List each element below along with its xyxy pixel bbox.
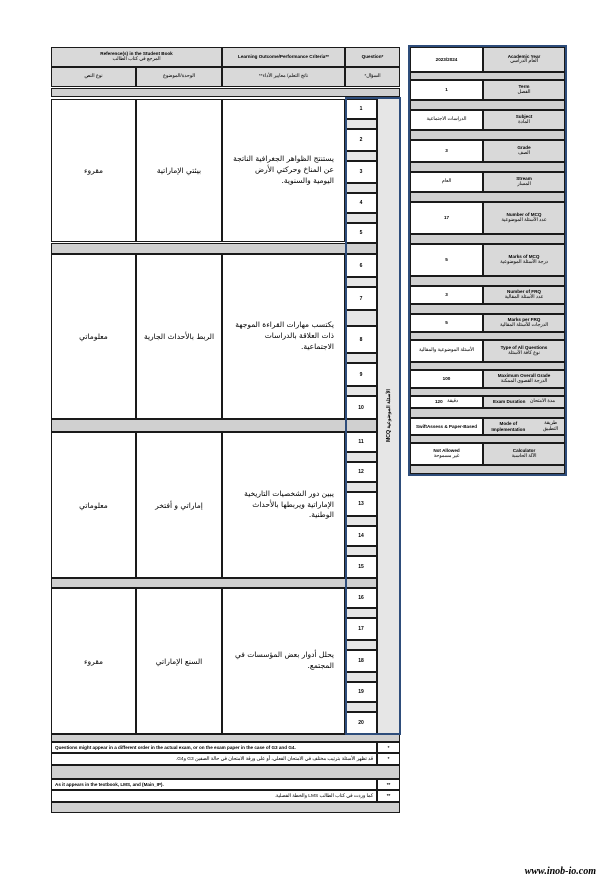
info-label-en: Maximum Overall Grade [497,373,551,379]
question-number-text: 20 [358,720,364,726]
header-outcome-en: Learning Outcome/Performance Criteria** [238,54,329,60]
info-label-en: Calculator [512,448,536,454]
group-type: مقروء [83,656,104,666]
question-number-text: 2 [359,137,363,143]
note-1-en-text: Questions might appear in a different order in the actual exam, or on the exam paper in the case of G3 and G4. [55,745,296,750]
group-outcome: يبين دور الشخصيات التاريخية الإماراتية ويربطها بالأحداث الوطنية. [244,488,334,520]
question-number-text: 12 [358,469,364,475]
group-outcome: يستنتج الظواهر الجغرافية الناتجة عن المناخ وحركتي الأرض اليومية والسنوية. [233,154,334,185]
info-label-ar: الفصل [517,89,531,95]
question-number-text: 3 [359,169,363,175]
question-number-text: 13 [358,501,364,507]
question-number-text: 10 [358,404,364,411]
group-topic: بيئتي الإماراتية [156,166,202,175]
info-label-ar: المادة [518,119,530,125]
info-label-ar: العام الدراسي [510,59,538,65]
group-topic: إماراتي و أفتخر [155,500,203,510]
question-number-text: 11 [358,439,364,445]
info-value: 5 [445,257,448,263]
info-value: SwiftAssess & Paper-Based [415,423,478,429]
question-number-text: 17 [358,626,364,632]
info-duration-number: 120 [435,399,443,405]
info-label-ar: الدرجات للأسئلة المقالية [499,322,549,328]
info-label-ar: درجة الأسئلة الموضوعية [500,259,548,265]
info-label-ar: عدد الأسئلة المقالية [504,294,544,300]
info-value: 5 [445,320,448,326]
info-label-en: Academic Year [507,53,541,59]
question-number-text: 7 [359,295,363,302]
info-duration-unit: دقيقة [447,399,458,404]
info-value: العام [441,179,452,184]
note-2-ar-text: كما وردت في كتاب الطالب LMS والخطة الفصلية. [274,793,373,799]
note-2-mark-ar-text: ** [386,793,391,799]
note-1-mark-ar-text: * [387,756,390,762]
note-1-ar-text: قد تظهر الأسئلة بترتيب مختلف في الامتحان الفعلي، أو على ورقة الامتحان في حالة الصفين G3 وG4. [175,756,373,762]
info-label-ar: طريقة التطبيق [543,420,559,432]
info-label-ar: المسار [517,181,531,187]
header-reference-en: Reference(s) in the Student Book [100,51,173,57]
group-outcome: يحلل أدوار بعض المؤسسات في المجتمع. [234,650,334,670]
info-value: 3 [445,148,448,154]
header-topic-ar: الوحدة/الموضوع [162,74,196,79]
question-number-text: 1 [359,106,363,112]
site-watermark: www.inob-io.com [524,866,596,877]
group-outcome: يكتسب مهارات القراءة الموجهة ذات العلاقة بالدراسات الاجتماعية. [235,320,334,351]
info-label-ar: الدرجة القصوى الممكنة [500,378,548,384]
info-value: 3 [445,292,448,298]
info-value: 100 [442,376,451,382]
question-number-text: 5 [359,230,363,236]
info-label-ar: الآلة الحاسبة [511,453,537,459]
note-1-mark-text: * [387,744,390,750]
group-type: مقروء [83,166,104,175]
info-label-ar: الصف [518,150,530,156]
question-number-text: 8 [359,336,363,343]
header-type-ar: نوع النص [84,74,103,79]
info-value: 1 [445,87,448,93]
question-number-text: 9 [359,371,363,378]
group-type: معلوماتي [79,332,108,341]
info-label-en: Number of MCQ [506,212,542,218]
note-2-en-text: As it appears in the textbook, LMS, and (Main_IP). [55,782,164,787]
mcq-section-label-text: MCQ الأسئلة الموضوعية [385,388,392,443]
group-topic: الربط بالأحداث الجارية [143,332,215,341]
info-label-en: Mode of Implementation [491,420,526,432]
question-number-text: 19 [358,689,364,695]
info-label-en: Grade [517,145,531,151]
info-label-en: Type of All Questions [500,345,548,351]
info-label-ar: مدة الامتحان [529,399,555,404]
info-calculator-value-en: Not Allowed [433,448,460,454]
question-number-text: 4 [359,200,363,206]
header-question-ar-text: السؤال* [364,74,381,79]
info-label-ar: عدد الأسئلة الموضوعية [501,217,547,223]
note-2-mark-text: ** [386,781,391,787]
question-number-text: 16 [358,595,364,601]
question-number-text: 14 [358,533,364,539]
info-table-frame [408,45,567,476]
info-label-ar: نوع كافة الأسئلة [508,350,540,356]
group-topic: السنع الإماراتي [155,656,203,666]
info-label-en: Term [518,84,530,90]
info-label-en: Marks per FRQ [507,317,541,323]
header-question-en: Question* [361,54,384,60]
info-value: الدراسات الاجتماعية [426,117,467,122]
header-outcome-ar-text: ناتج التعلم/ معايير الأداء** [258,74,309,79]
info-label-en: Marks of MCQ [508,254,540,260]
info-value: الأسئلة الموضوعية والمقالية [418,348,475,353]
info-value: 2023/2024 [435,56,458,62]
question-number-text: 6 [359,262,363,269]
info-label-en: Exam Duration [493,399,526,405]
info-value: 17 [443,215,450,221]
info-calculator-value-ar: غير مسموحة [433,453,460,459]
info-label-en: Subject [515,114,533,120]
question-number-text: 18 [358,658,364,664]
info-label-en: Stream [516,176,532,182]
question-number-text: 15 [358,564,364,570]
header-reference-ar: المرجع في كتاب الطالب [112,56,161,62]
info-label-en: Number of FRQ [507,289,541,295]
group-type: معلوماتي [79,500,108,510]
